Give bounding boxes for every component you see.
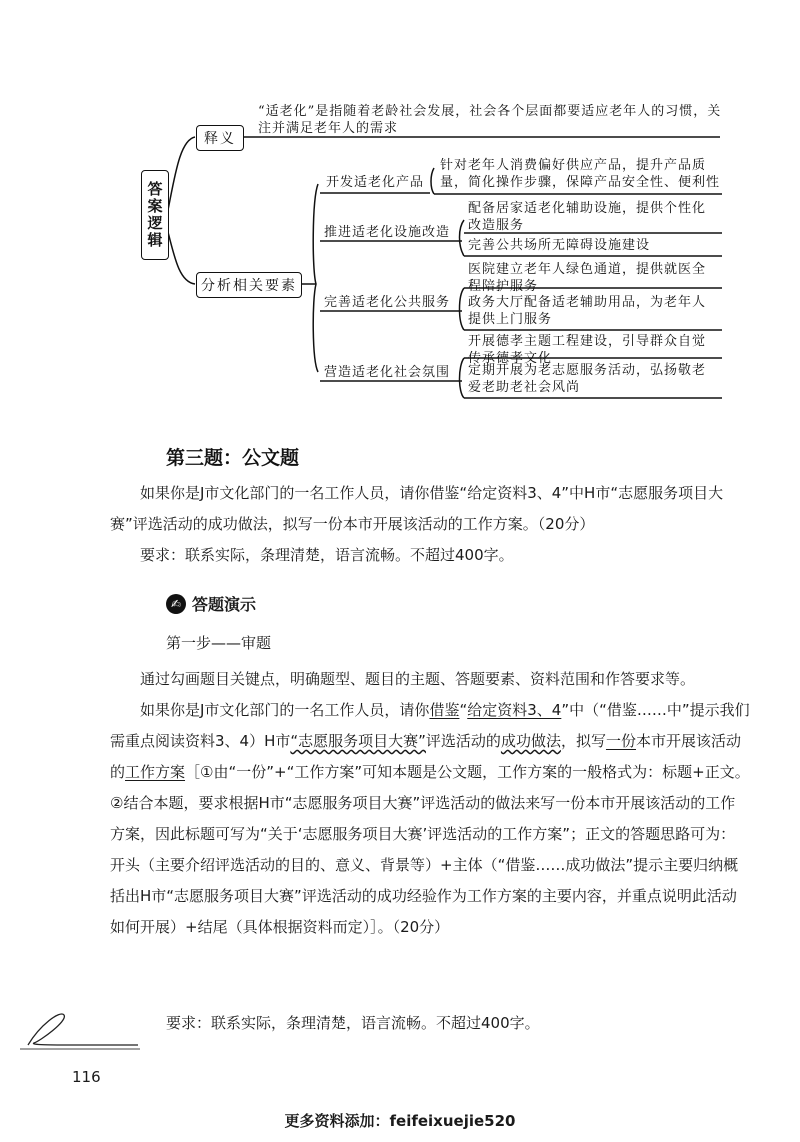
analysis-intro: 通过勾画题目关键点，明确题型、题目的主题、答题要素、资料范围和作答要求等。 — [140, 670, 696, 688]
demo-header — [166, 592, 256, 615]
question-requirement: 要求：联系实际，条理清楚，语言流畅。不超过400字。 — [140, 546, 514, 564]
analysis-paragraph: 如果你是J市文化部门的一名工作人员，请你借鉴“给定资料3、4”中（“借鉴……中”提示我们需重点阅读资料3、4）H市“志愿服务项目大赛”评选活动的成功做法，拟写一份本市开展该活动的工作方案［①由“一份”+“工作方案”可知本题是公文题，工作方案的一般格式为：标题+正文。②结合本题，要求根据H市“志愿服务项目大赛”评选活动的做法来写一份本市开展该活动的工作方案，因此标题可写为“关于‘志愿服务项目大赛’评选活动的工作方案”；正文的答题思路可为：开头（主要介绍评选活动的目的、意义、背景等）+主体（“借鉴……成功做法”提示主要归纳概括出H市“志愿服务项目大赛”评选活动的成功经验作为工作方案的主要内容，并重点说明此活动如何开展）+结尾（具体根据资料而定）］。（20分） — [110, 701, 750, 936]
page-number: 116 — [72, 1068, 101, 1086]
question-text: 如果你是J市文化部门的一名工作人员，请你借鉴“给定资料3、4”中H市“志愿服务项目大赛”评选活动的成功做法，拟写一份本市开展该活动的工作方案。（20分） — [110, 484, 724, 533]
mindmap-sub-products: 开发适老化产品 — [326, 175, 425, 190]
mindmap-definition-text: “适老化”是指随着老龄社会发展，社会各个层面都要适应老年人的习惯，关注并满足老年人的需求 — [258, 104, 722, 136]
answer-requirement: 要求：联系实际，条理清楚，语言流畅。不超过400字。 — [166, 1014, 540, 1032]
mindmap-root: 答案逻辑 — [141, 170, 169, 260]
mindmap-sub-facilities: 推进适老化设施改造 — [324, 225, 451, 240]
mindmap-leaf: 开展德孝主题工程建设，引导群众自觉传承德孝文化 — [468, 334, 707, 366]
mindmap-leaf: 针对老年人消费偏好供应产品，提升产品质量，简化操作步骤，保障产品安全性、便利性 — [440, 158, 721, 190]
question-block — [110, 478, 750, 571]
demo-title: 答题演示 — [192, 595, 257, 614]
analysis-block — [110, 664, 750, 943]
mindmap-sub-atmosphere: 营造适老化社会氛围 — [324, 365, 451, 380]
step-title: 第一步——审题 — [166, 634, 272, 652]
pen-doodle-icon — [20, 1005, 140, 1057]
section-title: 第三题：公文题 — [166, 447, 300, 469]
mindmap-leaf: 完善公共场所无障碍设施建设 — [468, 238, 651, 253]
mindmap-branch-definition: 释义 — [196, 125, 244, 151]
mindmap-branch-analysis: 分析相关要素 — [196, 272, 302, 298]
mindmap-leaf: 医院建立老年人绿色通道，提供就医全程陪护服务 — [468, 262, 707, 294]
mindmap-leaf: 定期开展为老志愿服务活动，弘扬敬老爱老助老社会风尚 — [468, 363, 707, 395]
mindmap-leaf: 配备居家适老化辅助设施，提供个性化改造服务 — [468, 201, 707, 233]
pen-icon: ✍ — [166, 594, 186, 614]
mindmap-leaf: 政务大厅配备适老辅助用品，为老年人提供上门服务 — [468, 295, 707, 327]
mindmap-sub-services: 完善适老化公共服务 — [324, 295, 451, 310]
footer-watermark: 更多资料添加：feifeixuejie520 — [284, 1112, 516, 1130]
